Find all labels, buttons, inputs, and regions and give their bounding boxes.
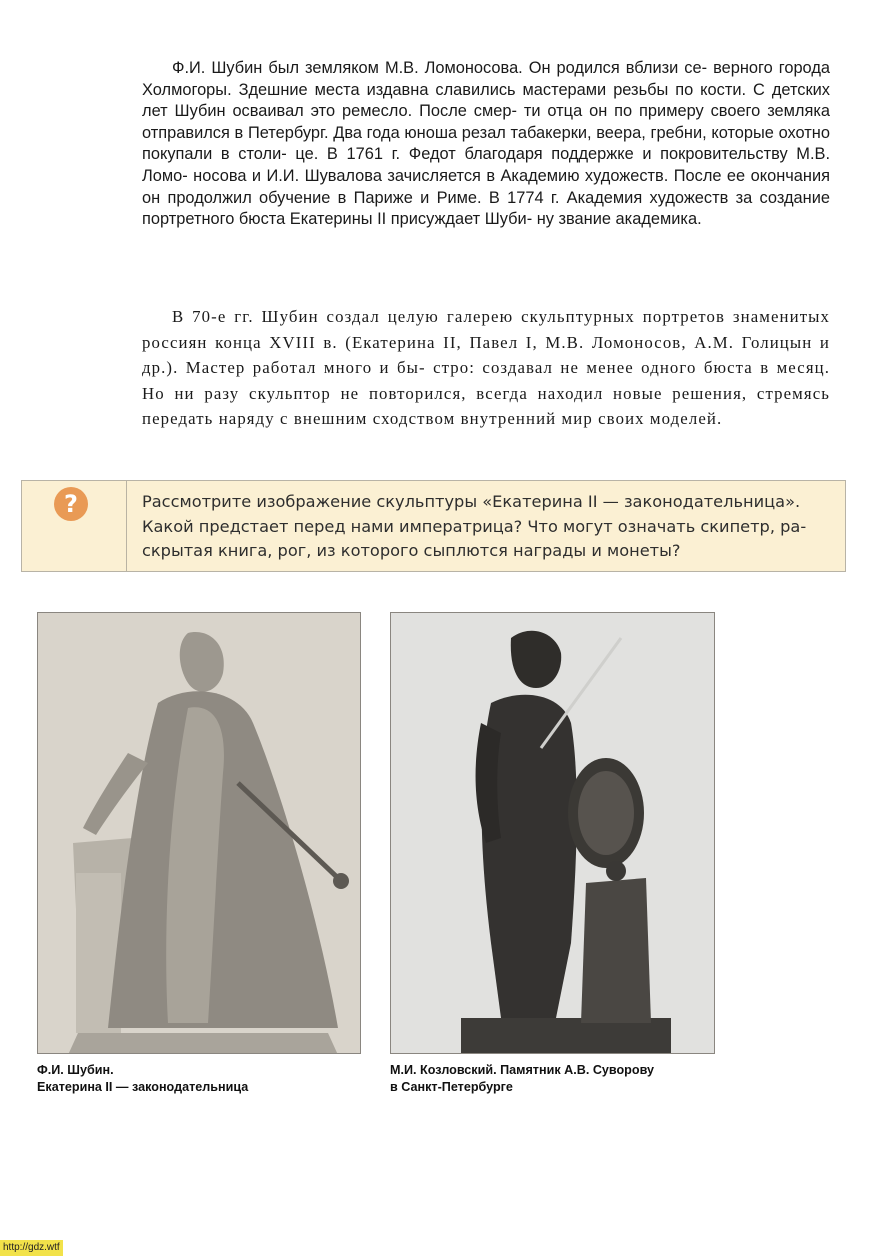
text-line: стро: создавал не менее одного бюста в месяц. Но ни разу скульптор <box>142 358 831 403</box>
text-line: не повторился, всегда находил новые решения, стремясь передать <box>142 383 830 429</box>
caption-line: Ф.И. Шубин. <box>37 1063 114 1077</box>
suvorov-monument-illustration <box>391 613 715 1054</box>
catherine-caption <box>37 1062 367 1096</box>
text-line: художеств за создание портретного бюста Екатерины II присуждает Шуби- <box>142 188 830 229</box>
text-line: знаменитых россиян конца XVIII в. (Екатерина II, Павел I, <box>142 307 831 352</box>
question-line: Рассмотрите изображение скульптуры «Екатерина II — законодательница». <box>142 492 801 511</box>
paragraph-shubin-portraits <box>142 304 830 432</box>
question-box <box>21 480 846 572</box>
text-line: носова и И.И. Шувалова зачисляется в Академию художеств. После ее <box>193 166 746 185</box>
catherine-statue-illustration <box>38 613 361 1054</box>
text-line: В 70-е гг. Шубин создал целую галерею скульптурных портретов <box>172 307 726 326</box>
text-line: юноша резал табакерки, веера, гребни, которые охотно покупали в столи- <box>142 123 830 164</box>
caption-line: Екатерина II — законодательница <box>37 1080 249 1094</box>
text-line: окончания он продолжил обучение в Париже и Риме. В 1774 г. Академия <box>142 166 830 207</box>
suvorov-caption <box>390 1062 730 1096</box>
question-icon <box>54 487 88 521</box>
caption-line: М.И. Козловский. Памятник А.В. Суворову <box>390 1063 655 1077</box>
text-line: це. В 1761 г. Федот благодаря поддержке и покровительству М.В. Ломо- <box>142 145 830 185</box>
question-box-icon-column <box>22 481 127 571</box>
text-line: ти отца он по примеру своего земляка отправился в Петербург. Два года <box>142 102 830 142</box>
catherine-statue-photo <box>37 612 361 1054</box>
text-line: резьбы по кости. С детских лет Шубин осваивал это ремесло. После смер- <box>142 80 830 121</box>
question-text <box>142 490 842 564</box>
text-line: Ф.И. Шубин был земляком М.В. Ломоносова. Он родился вблизи се- <box>172 59 708 77</box>
text-line: ну звание академика. <box>536 210 702 229</box>
text-line: М.В. Ломоносов, А.М. Голицын и др.). Мастер работал много и бы- <box>142 332 831 378</box>
text-line: наряду с внешним сходством внутренний мир своих моделей. <box>218 409 723 429</box>
paragraph-shubin-biography <box>142 58 830 231</box>
caption-line: в Санкт-Петербурге <box>390 1080 513 1094</box>
watermark-link[interactable]: http://gdz.wtf <box>0 1240 63 1256</box>
question-line: скрытая книга, рог, из которого сыплются награды и монеты? <box>142 541 681 560</box>
suvorov-monument-photo <box>390 612 715 1054</box>
question-line: Какой предстает перед нами императрица? Что могут означать скипетр, ра- <box>142 516 807 536</box>
text-line: верного города Холмогоры. Здешние места издавна славились мастерами <box>142 59 830 99</box>
